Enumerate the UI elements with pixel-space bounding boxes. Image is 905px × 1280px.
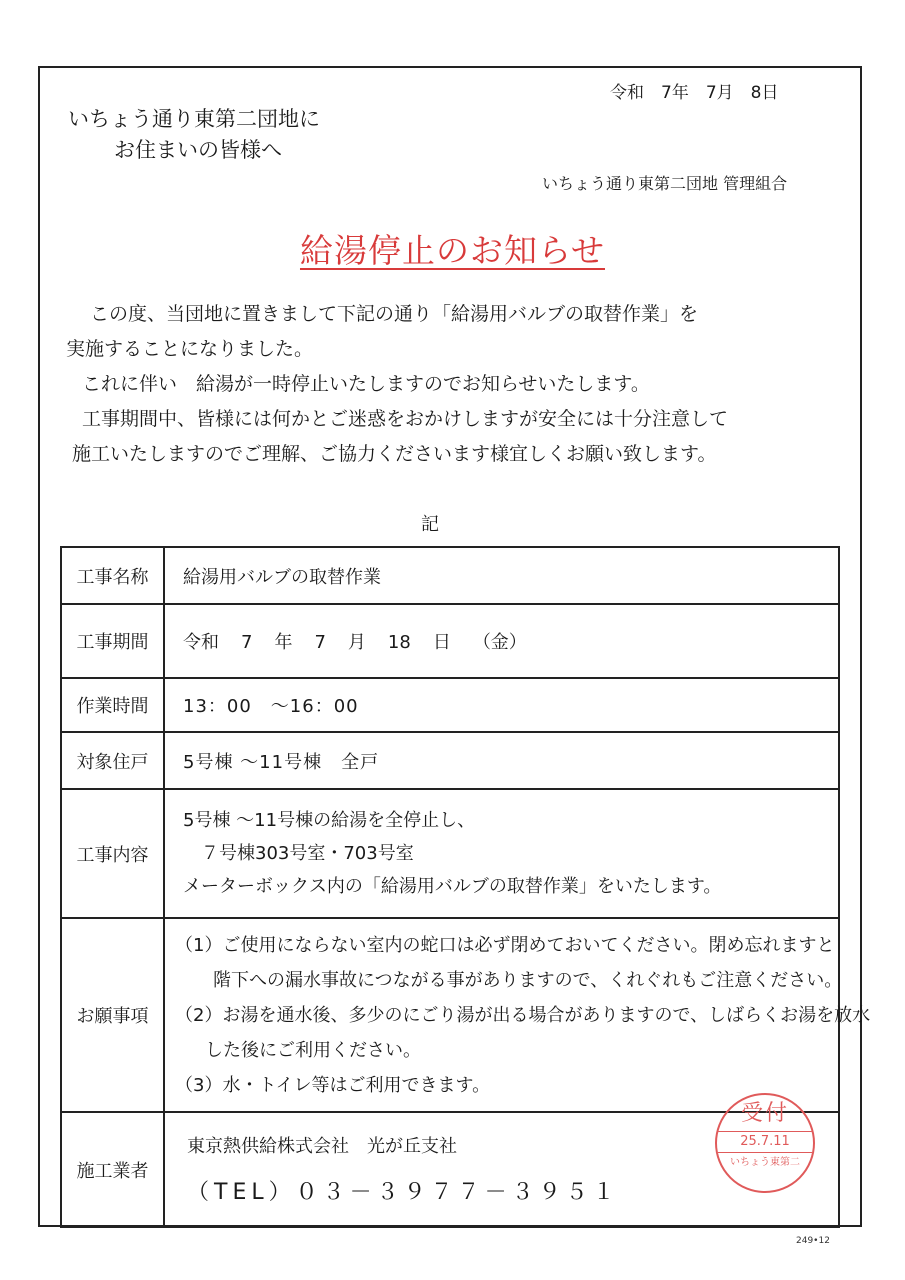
work-period-value [164, 604, 839, 678]
received-stamp [715, 1093, 815, 1193]
period-day: 18 [387, 632, 411, 653]
row-label: 工事名称 [61, 547, 164, 604]
content-line: ７号棟303号室・703号室 [201, 843, 414, 864]
ki-heading: 記 [421, 514, 439, 535]
body-line: 施工いたしますのでご理解、ご協力くださいます様宜しくお願い致します。 [72, 443, 717, 465]
period-month: 7 [314, 632, 326, 653]
table-row [61, 678, 839, 732]
request-item: （2）お湯を通水後、多少のにごり湯が出る場合がありますので、しばらくお湯を放水 [175, 1004, 871, 1026]
table-row [61, 789, 839, 918]
period-year-unit: 年 [274, 632, 293, 653]
work-content-value [164, 789, 839, 918]
period-day-unit: 日 [432, 632, 451, 653]
period-weekday: （金） [472, 632, 527, 653]
table-row [61, 547, 839, 604]
request-item: （1）ご使用にならない室内の蛇口は必ず閉めておいてください。閉め忘れますと [175, 934, 835, 956]
notice-title [0, 225, 905, 272]
row-label: 施工業者 [61, 1112, 164, 1227]
work-hours-value: 13：00 ～16：00 [164, 678, 839, 732]
row-label: お願事項 [61, 918, 164, 1112]
table-row [61, 918, 839, 1112]
period-month-unit: 月 [347, 632, 366, 653]
period-year: 7 [241, 632, 253, 653]
content-line: メーターボックス内の「給湯用バルブの取替作業」をいたします。 [183, 876, 722, 897]
row-label: 対象住戸 [61, 732, 164, 789]
notice-body [66, 297, 728, 472]
notice-date: 令和 7年 7月 8日 [610, 83, 779, 103]
addressee [68, 104, 320, 166]
stamp-bottom: いちょう東第二 [730, 1157, 800, 1168]
stamp-date: 25.7.11 [717, 1131, 813, 1153]
work-name-value: 給湯用バルブの取替作業 [164, 547, 839, 604]
document-code: 249•12 [796, 1236, 830, 1246]
target-units-value: 5号棟 ～11号棟 全戸 [164, 732, 839, 789]
body-line: 工事期間中、皆様には何かとご迷惑をおかけしますが安全には十分注意して [82, 408, 729, 430]
body-line: これに伴い 給湯が一時停止いたしますのでお知らせいたします。 [82, 373, 650, 395]
content-line: 5号棟 ～11号棟の給湯を全停止し、 [183, 810, 476, 831]
stamp-top: 受付 [740, 1101, 789, 1126]
body-line: 実施することになりました。 [66, 338, 314, 360]
contractor-tel: （TEL）０３－３９７７－３９５１ [187, 1179, 620, 1205]
addressee-line2: お住まいの皆様へ [114, 138, 282, 162]
request-item: （3）水・トイレ等はご利用できます。 [175, 1074, 491, 1096]
row-label: 工事内容 [61, 789, 164, 918]
row-label: 工事期間 [61, 604, 164, 678]
table-row [61, 604, 839, 678]
contractor-company: 東京熱供給株式会社 光が丘支社 [187, 1135, 457, 1157]
period-era: 令和 [183, 632, 219, 653]
body-line: この度、当団地に置きまして下記の通り「給湯用バルブの取替作業」を [90, 303, 699, 325]
sender: いちょう通り東第二団地 管理組合 [542, 174, 788, 193]
request-item: した後にご利用ください。 [205, 1039, 421, 1061]
request-item: 階下への漏水事故につながる事がありますので、くれぐれもご注意ください。 [213, 969, 843, 991]
table-row [61, 732, 839, 789]
row-label: 作業時間 [61, 678, 164, 732]
addressee-line1: いちょう通り東第二団地に [68, 107, 320, 131]
notice-title-text: 給湯停止のお知らせ [299, 231, 605, 270]
requests-value [164, 918, 871, 1112]
